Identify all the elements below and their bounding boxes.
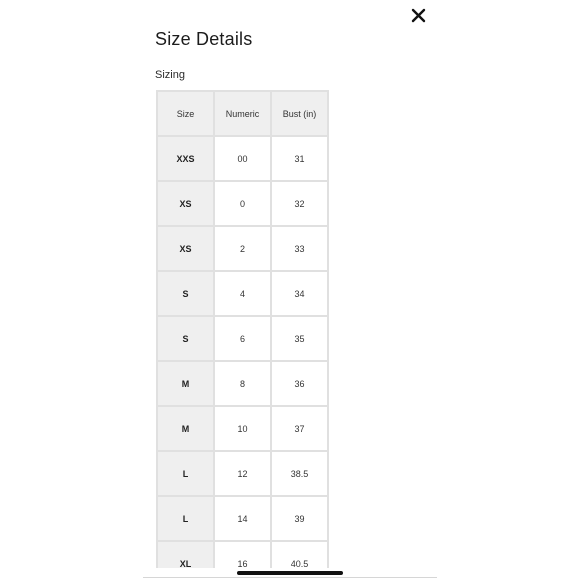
- bust-cell: 36: [272, 362, 327, 405]
- numeric-cell: 6: [215, 317, 270, 360]
- size-cell: M: [158, 407, 213, 450]
- numeric-cell: 0: [215, 182, 270, 225]
- bust-cell: 35: [272, 317, 327, 360]
- size-cell: S: [158, 272, 213, 315]
- table-row: [158, 182, 327, 225]
- numeric-cell: 8: [215, 362, 270, 405]
- column-header-numeric: Numeric: [215, 92, 270, 135]
- column-header-size: Size: [158, 92, 213, 135]
- table-row: [158, 317, 327, 360]
- bust-cell: 40.5: [272, 542, 327, 568]
- close-button[interactable]: [409, 6, 429, 26]
- column-header-bust: Bust (in): [272, 92, 327, 135]
- size-cell: S: [158, 317, 213, 360]
- table-row: [158, 407, 327, 450]
- size-cell: L: [158, 497, 213, 540]
- size-cell: M: [158, 362, 213, 405]
- table-row: [158, 362, 327, 405]
- size-cell: L: [158, 452, 213, 495]
- numeric-cell: 10: [215, 407, 270, 450]
- size-cell: XXS: [158, 137, 213, 180]
- table-header-row: [158, 92, 327, 135]
- bust-cell: 37: [272, 407, 327, 450]
- close-icon: [409, 6, 429, 26]
- section-title: Sizing: [155, 69, 185, 81]
- bust-cell: 33: [272, 227, 327, 270]
- size-cell: XL: [158, 542, 213, 568]
- bust-cell: 38.5: [272, 452, 327, 495]
- size-cell: XS: [158, 227, 213, 270]
- bust-cell: 32: [272, 182, 327, 225]
- bust-cell: 39: [272, 497, 327, 540]
- sizing-table-viewport[interactable]: [150, 88, 340, 568]
- bust-cell: 31: [272, 137, 327, 180]
- numeric-cell: 14: [215, 497, 270, 540]
- table-row: [158, 272, 327, 315]
- table-row: [158, 137, 327, 180]
- table-row: [158, 227, 327, 270]
- table-row: [158, 452, 327, 495]
- table-row: [158, 542, 327, 568]
- numeric-cell: 16: [215, 542, 270, 568]
- sizing-table: [156, 90, 329, 568]
- numeric-cell: 00: [215, 137, 270, 180]
- table-row: [158, 497, 327, 540]
- numeric-cell: 2: [215, 227, 270, 270]
- size-cell: XS: [158, 182, 213, 225]
- page-title: Size Details: [155, 29, 253, 49]
- home-indicator[interactable]: [237, 571, 343, 575]
- bottom-divider: [143, 577, 437, 578]
- numeric-cell: 4: [215, 272, 270, 315]
- numeric-cell: 12: [215, 452, 270, 495]
- bust-cell: 34: [272, 272, 327, 315]
